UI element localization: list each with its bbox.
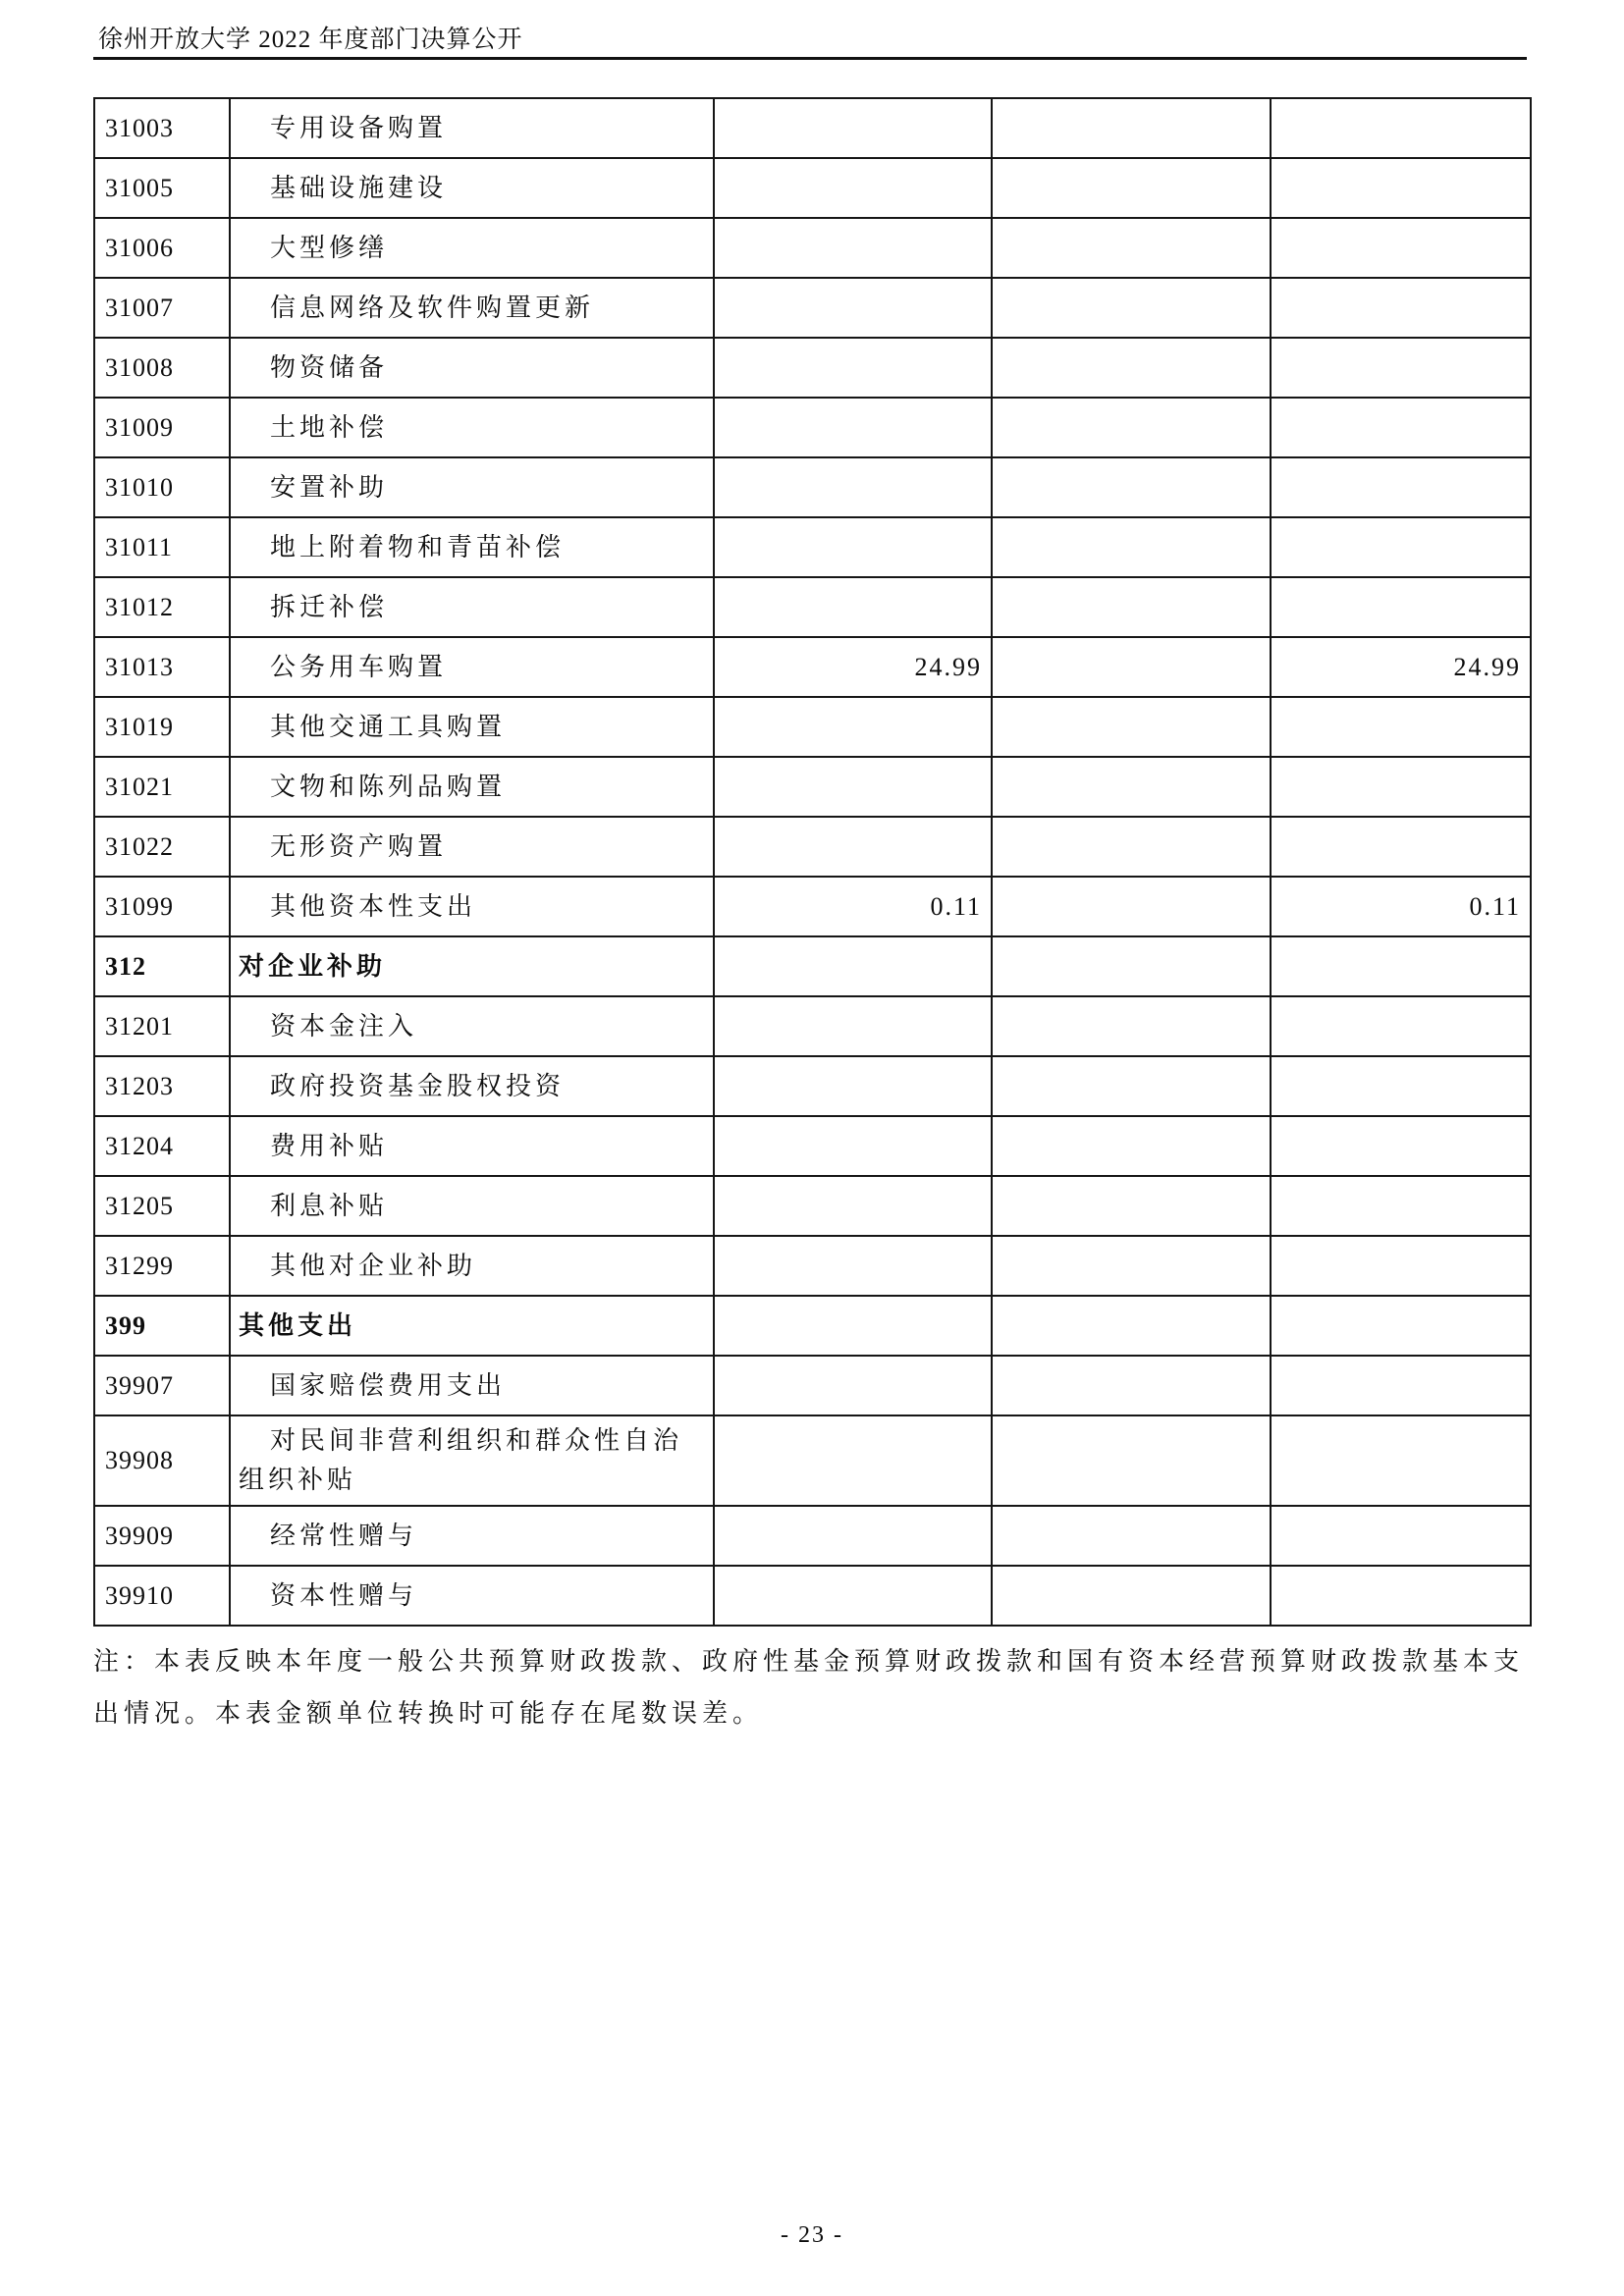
- code-cell: 31022: [94, 817, 230, 877]
- value-cell: [992, 517, 1271, 577]
- table-row: [94, 637, 1531, 697]
- value-cell: [992, 1356, 1271, 1415]
- name-cell: 公务用车购置: [230, 637, 714, 697]
- value-cell: [1271, 936, 1531, 996]
- value-cell: [714, 1415, 992, 1506]
- code-cell: 31019: [94, 697, 230, 757]
- value-cell: [714, 697, 992, 757]
- value-cell: [1271, 1506, 1531, 1566]
- value-cell: [1271, 577, 1531, 637]
- name-line-1: 对民间非营利组织和群众性自治: [270, 1426, 683, 1455]
- code-cell: 312: [94, 936, 230, 996]
- name-cell: 大型修缮: [230, 218, 714, 278]
- value-cell: 0.11: [1271, 877, 1531, 936]
- name-cell: 物资储备: [230, 338, 714, 398]
- name-cell: 无形资产购置: [230, 817, 714, 877]
- table-row: [94, 98, 1531, 158]
- value-cell: [992, 158, 1271, 218]
- value-cell: [1271, 817, 1531, 877]
- code-cell: 31009: [94, 398, 230, 457]
- value-cell: [1271, 757, 1531, 817]
- value-cell: [714, 1176, 992, 1236]
- value-cell: [992, 278, 1271, 338]
- value-cell: [992, 218, 1271, 278]
- value-cell: [714, 817, 992, 877]
- code-cell: 31010: [94, 457, 230, 517]
- value-cell: [714, 1506, 992, 1566]
- table-row: [94, 1176, 1531, 1236]
- table-row: [94, 1506, 1531, 1566]
- value-cell: [714, 757, 992, 817]
- table-row: [94, 158, 1531, 218]
- table-row: [94, 1296, 1531, 1356]
- value-cell: [1271, 398, 1531, 457]
- value-cell: [992, 1566, 1271, 1626]
- table-row: [94, 457, 1531, 517]
- value-cell: 0.11: [714, 877, 992, 936]
- code-cell: 31012: [94, 577, 230, 637]
- value-cell: [992, 877, 1271, 936]
- table-row: [94, 517, 1531, 577]
- name-cell: 安置补助: [230, 457, 714, 517]
- table-row: [94, 398, 1531, 457]
- header-rule: [93, 57, 1527, 60]
- value-cell: [1271, 996, 1531, 1056]
- code-cell: 31005: [94, 158, 230, 218]
- code-cell: 399: [94, 1296, 230, 1356]
- footnote-line-2: 出情况。本表金额单位转换时可能存在尾数误差。: [93, 1699, 764, 1728]
- code-cell: 31099: [94, 877, 230, 936]
- table-row: [94, 877, 1531, 936]
- value-cell: [714, 996, 992, 1056]
- table-row: [94, 757, 1531, 817]
- value-cell: [992, 338, 1271, 398]
- name-cell: 其他支出: [230, 1296, 714, 1356]
- table-row: [94, 1415, 1531, 1506]
- name-cell: 拆迁补偿: [230, 577, 714, 637]
- value-cell: [992, 936, 1271, 996]
- table-row: [94, 577, 1531, 637]
- name-cell: 其他交通工具购置: [230, 697, 714, 757]
- table-row: [94, 1236, 1531, 1296]
- value-cell: [992, 697, 1271, 757]
- code-cell: 31007: [94, 278, 230, 338]
- value-cell: [1271, 1566, 1531, 1626]
- value-cell: [714, 457, 992, 517]
- value-cell: [1271, 1056, 1531, 1116]
- value-cell: 24.99: [1271, 637, 1531, 697]
- code-cell: 39908: [94, 1415, 230, 1506]
- value-cell: [714, 577, 992, 637]
- value-cell: [992, 98, 1271, 158]
- value-cell: [1271, 1116, 1531, 1176]
- value-cell: [714, 1116, 992, 1176]
- value-cell: [1271, 1296, 1531, 1356]
- value-cell: [714, 218, 992, 278]
- value-cell: [1271, 517, 1531, 577]
- value-cell: [714, 1296, 992, 1356]
- value-cell: [992, 1415, 1271, 1506]
- value-cell: [714, 936, 992, 996]
- name-cell: 其他资本性支出: [230, 877, 714, 936]
- value-cell: [1271, 457, 1531, 517]
- value-cell: [1271, 278, 1531, 338]
- code-cell: 31299: [94, 1236, 230, 1296]
- table-row: [94, 996, 1531, 1056]
- name-cell: 政府投资基金股权投资: [230, 1056, 714, 1116]
- value-cell: [992, 637, 1271, 697]
- value-cell: [992, 1236, 1271, 1296]
- table-row: [94, 218, 1531, 278]
- name-cell: 经常性赠与: [230, 1506, 714, 1566]
- table-row: [94, 338, 1531, 398]
- name-cell: 文物和陈列品购置: [230, 757, 714, 817]
- table-row: [94, 278, 1531, 338]
- table-row: [94, 1356, 1531, 1415]
- page-title: 徐州开放大学 2022 年度部门决算公开: [98, 27, 523, 53]
- value-cell: [1271, 158, 1531, 218]
- code-cell: 31003: [94, 98, 230, 158]
- value-cell: [992, 398, 1271, 457]
- value-cell: [992, 817, 1271, 877]
- value-cell: [992, 1176, 1271, 1236]
- value-cell: [992, 457, 1271, 517]
- table-row: [94, 1566, 1531, 1626]
- value-cell: [1271, 98, 1531, 158]
- footnote-line-1: 注：本表反映本年度一般公共预算财政拨款、政府性基金预算财政拨款和国有资本经营预算财政拨款基本支: [93, 1647, 1525, 1676]
- name-cell: 地上附着物和青苗补偿: [230, 517, 714, 577]
- name-cell: 土地补偿: [230, 398, 714, 457]
- value-cell: [714, 1356, 992, 1415]
- code-cell: 39907: [94, 1356, 230, 1415]
- name-line-2: 组织补贴: [239, 1466, 357, 1494]
- name-cell: 资本金注入: [230, 996, 714, 1056]
- name-cell: 基础设施建设: [230, 158, 714, 218]
- budget-table: [93, 97, 1532, 1627]
- code-cell: 31006: [94, 218, 230, 278]
- value-cell: [992, 1116, 1271, 1176]
- table-row: [94, 936, 1531, 996]
- value-cell: [992, 1506, 1271, 1566]
- name-cell: 专用设备购置: [230, 98, 714, 158]
- value-cell: [1271, 1236, 1531, 1296]
- table-row: [94, 1116, 1531, 1176]
- value-cell: [714, 398, 992, 457]
- name-cell: 信息网络及软件购置更新: [230, 278, 714, 338]
- code-cell: 31021: [94, 757, 230, 817]
- value-cell: [992, 996, 1271, 1056]
- code-cell: 31011: [94, 517, 230, 577]
- name-cell: [230, 1415, 714, 1506]
- table-row: [94, 817, 1531, 877]
- table-footnote: [93, 1635, 1537, 1739]
- name-cell: 利息补贴: [230, 1176, 714, 1236]
- code-cell: 31201: [94, 996, 230, 1056]
- value-cell: [992, 1296, 1271, 1356]
- value-cell: [1271, 1176, 1531, 1236]
- code-cell: 31013: [94, 637, 230, 697]
- code-cell: 31203: [94, 1056, 230, 1116]
- code-cell: 39909: [94, 1506, 230, 1566]
- value-cell: [714, 158, 992, 218]
- code-cell: 31008: [94, 338, 230, 398]
- name-cell: 国家赔偿费用支出: [230, 1356, 714, 1415]
- value-cell: [992, 577, 1271, 637]
- value-cell: [714, 338, 992, 398]
- value-cell: [714, 1566, 992, 1626]
- value-cell: [1271, 697, 1531, 757]
- code-cell: 31205: [94, 1176, 230, 1236]
- value-cell: [714, 1056, 992, 1116]
- code-cell: 31204: [94, 1116, 230, 1176]
- value-cell: [714, 278, 992, 338]
- code-cell: 39910: [94, 1566, 230, 1626]
- name-cell: 对企业补助: [230, 936, 714, 996]
- name-cell: 费用补贴: [230, 1116, 714, 1176]
- name-cell: 其他对企业补助: [230, 1236, 714, 1296]
- table-row: [94, 697, 1531, 757]
- name-cell: 资本性赠与: [230, 1566, 714, 1626]
- value-cell: [1271, 1356, 1531, 1415]
- value-cell: [1271, 1415, 1531, 1506]
- value-cell: [992, 757, 1271, 817]
- value-cell: [714, 1236, 992, 1296]
- value-cell: [714, 98, 992, 158]
- page-number: - 23 -: [781, 2222, 843, 2248]
- table-row: [94, 1056, 1531, 1116]
- value-cell: [1271, 338, 1531, 398]
- value-cell: [992, 1056, 1271, 1116]
- value-cell: [714, 517, 992, 577]
- value-cell: 24.99: [714, 637, 992, 697]
- value-cell: [1271, 218, 1531, 278]
